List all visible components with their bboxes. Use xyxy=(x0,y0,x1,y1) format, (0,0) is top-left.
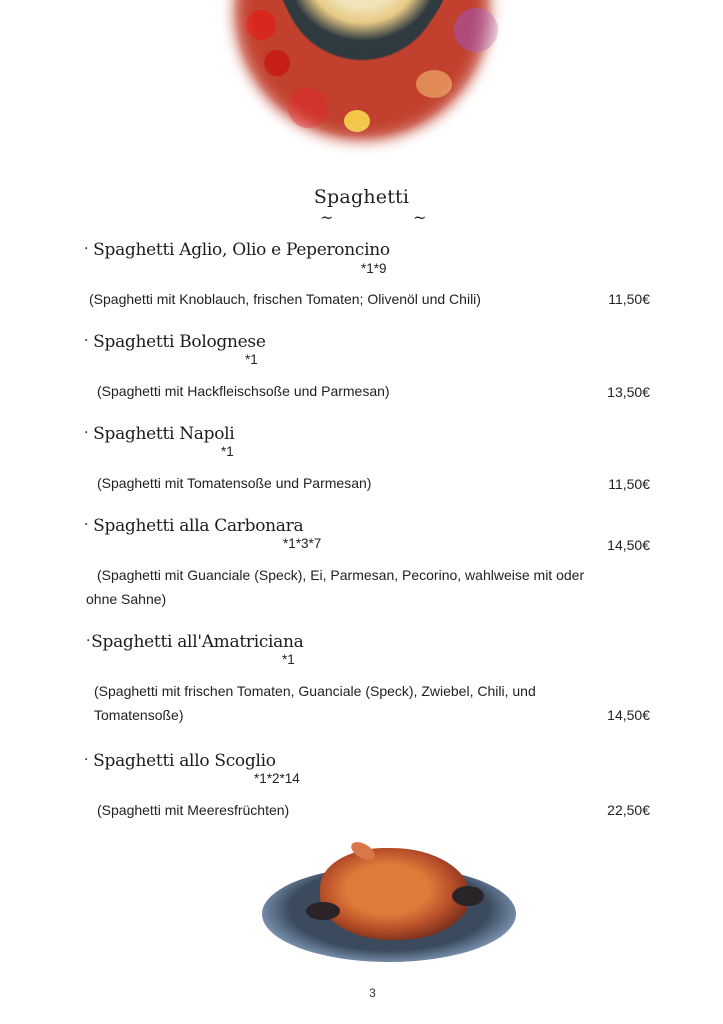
item-title: Spaghetti Aglio, Olio e Peperoncino xyxy=(93,240,390,260)
page-number: 3 xyxy=(369,986,376,1000)
mussel-shape xyxy=(452,886,484,906)
ornament-left: ~ xyxy=(320,208,334,227)
bullet-icon: · xyxy=(84,517,89,533)
bullet-icon: · xyxy=(86,633,91,649)
menu-item-name xyxy=(84,240,390,260)
bullet-icon: · xyxy=(84,752,89,768)
menu-item-name xyxy=(84,751,276,771)
seafood-pasta-image xyxy=(216,0,508,160)
bullet-icon: · xyxy=(84,241,89,257)
bullet-icon: · xyxy=(84,425,89,441)
bullet-icon: · xyxy=(84,333,89,349)
menu-item-name xyxy=(86,632,304,652)
item-description: (Spaghetti mit Hackfleischsoße und Parmesan) xyxy=(97,383,390,399)
item-title: Spaghetti alla Carbonara xyxy=(93,516,304,536)
item-title: Spaghetti Napoli xyxy=(93,424,235,444)
item-price: 13,50€ xyxy=(607,384,650,400)
item-description-line2: ohne Sahne) xyxy=(86,591,167,607)
allergen-codes: *1*3*7 xyxy=(283,536,322,551)
item-description: (Spaghetti mit Knoblauch, frischen Tomaten; Olivenöl und Chili) xyxy=(89,291,481,307)
item-description: (Spaghetti mit Meeresfrüchten) xyxy=(97,802,290,818)
allergen-codes: *1 xyxy=(245,352,258,367)
item-description-line1: (Spaghetti mit frischen Tomaten, Guanciale (Speck), Zwiebel, Chili, und xyxy=(94,683,536,699)
item-description-line2: Tomatensoße) xyxy=(94,707,184,723)
allergen-codes: *1*2*14 xyxy=(254,771,300,786)
item-price: 22,50€ xyxy=(607,802,650,818)
image-fade xyxy=(216,0,508,160)
mussel-shape xyxy=(306,902,340,920)
item-description-line1: (Spaghetti mit Guanciale (Speck), Ei, Parmesan, Pecorino, wahlweise mit oder xyxy=(97,567,585,583)
allergen-codes: *1 xyxy=(221,444,234,459)
allergen-codes: *1*9 xyxy=(361,261,387,276)
item-price: 11,50€ xyxy=(608,291,650,307)
item-price: 14,50€ xyxy=(607,537,650,553)
menu-item-name xyxy=(84,332,266,352)
menu-item-name xyxy=(84,516,303,536)
menu-item-name xyxy=(84,424,234,444)
item-title: Spaghetti Bolognese xyxy=(93,332,266,352)
pasta-shape xyxy=(320,848,470,940)
item-title: Spaghetti allo Scoglio xyxy=(93,751,276,771)
ornament-right: ~ xyxy=(413,208,427,227)
item-price: 11,50€ xyxy=(608,476,650,492)
allergen-codes: *1 xyxy=(282,652,295,667)
item-title: Spaghetti all'Amatriciana xyxy=(91,632,304,652)
scoglio-plate-image xyxy=(262,842,516,970)
section-title: Spaghetti xyxy=(313,186,410,208)
item-price: 14,50€ xyxy=(607,707,650,723)
item-description: (Spaghetti mit Tomatensoße und Parmesan) xyxy=(97,475,372,491)
